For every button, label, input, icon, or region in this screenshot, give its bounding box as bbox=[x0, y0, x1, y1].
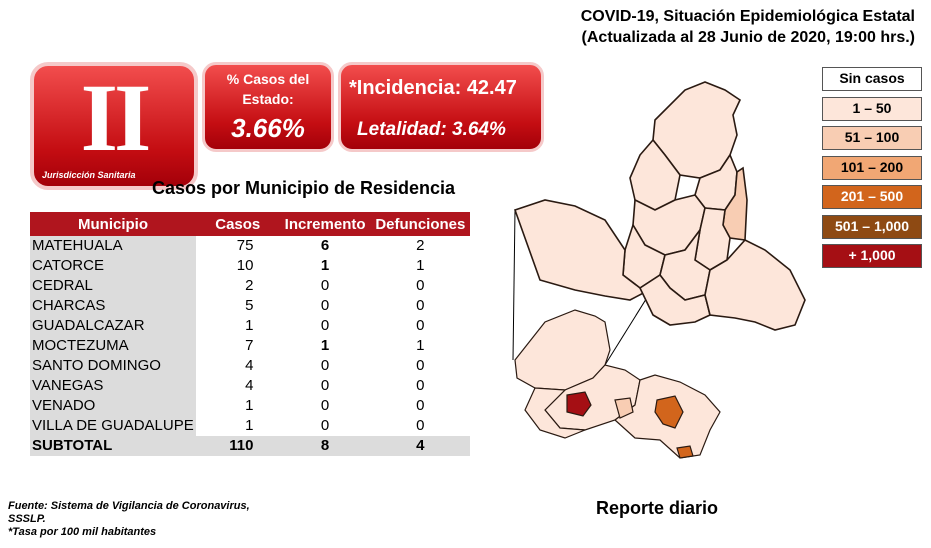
table-total-row bbox=[30, 436, 470, 456]
cell-incremento: 1 bbox=[320, 337, 330, 354]
source-note bbox=[8, 500, 308, 539]
table-row bbox=[30, 296, 470, 316]
state-map bbox=[505, 60, 815, 465]
cell-casos: 4 bbox=[245, 377, 254, 394]
cell-defunciones: 0 bbox=[416, 417, 425, 434]
col-header-municipio: Municipio bbox=[30, 212, 196, 236]
title-line-2: (Actualizada al 28 Junio de 2020, 19:00 hrs.) bbox=[581, 29, 915, 46]
jurisdiccion-map bbox=[515, 82, 805, 330]
cell-casos: 1 bbox=[245, 417, 254, 434]
cell-municipio: CEDRAL bbox=[30, 276, 196, 296]
cell-casos: 10 bbox=[236, 257, 254, 274]
table-row bbox=[30, 276, 470, 296]
legend-item: 1 – 50 bbox=[822, 97, 922, 121]
cell-municipio: VILLA DE GUADALUPE bbox=[30, 416, 196, 436]
cell-casos: 2 bbox=[245, 277, 254, 294]
cell-municipio: SANTO DOMINGO bbox=[30, 356, 196, 376]
cell-defunciones: 1 bbox=[416, 337, 425, 354]
table-row bbox=[30, 356, 470, 376]
letalidad-text: Letalidad: 3.64% bbox=[357, 119, 506, 140]
cell-defunciones: 2 bbox=[416, 237, 425, 254]
cell-casos: 75 bbox=[236, 237, 254, 254]
table-row bbox=[30, 256, 470, 276]
cell-defunciones: 0 bbox=[416, 357, 425, 374]
cell-casos: 110 bbox=[196, 436, 279, 456]
legend-item: 201 – 500 bbox=[822, 185, 922, 209]
estado-percent-value: 3.66% bbox=[231, 113, 305, 143]
incidencia-text: *Incidencia: 42.47 bbox=[349, 77, 517, 99]
municipio-small-area bbox=[677, 446, 693, 458]
cell-defunciones: 0 bbox=[416, 297, 425, 314]
cell-incremento: 1 bbox=[320, 257, 330, 274]
cell-defunciones: 0 bbox=[416, 397, 425, 414]
legend-item: + 1,000 bbox=[822, 244, 922, 268]
cell-defunciones: 4 bbox=[371, 436, 470, 456]
rate-note: *Tasa por 100 mil habitantes bbox=[8, 526, 157, 538]
col-header-defunciones: Defunciones bbox=[371, 212, 470, 236]
cell-incremento: 0 bbox=[320, 277, 330, 294]
cell-casos: 4 bbox=[245, 357, 254, 374]
col-header-casos: Casos bbox=[196, 212, 279, 236]
legend-item: 101 – 200 bbox=[822, 156, 922, 180]
cell-defunciones: 0 bbox=[416, 277, 425, 294]
jurisdiccion-box bbox=[30, 62, 198, 190]
cell-municipio: VANEGAS bbox=[30, 376, 196, 396]
table-row bbox=[30, 236, 470, 256]
cell-incremento: 0 bbox=[320, 377, 330, 394]
table-row bbox=[30, 376, 470, 396]
table-row bbox=[30, 336, 470, 356]
estado-percent-label: % Casos del Estado: bbox=[226, 71, 310, 107]
cell-incremento: 0 bbox=[320, 297, 330, 314]
jurisdiccion-numeral: II bbox=[80, 64, 148, 171]
cell-municipio: GUADALCAZAR bbox=[30, 316, 196, 336]
cell-incremento: 0 bbox=[320, 417, 330, 434]
table-row bbox=[30, 396, 470, 416]
cell-casos: 1 bbox=[245, 317, 254, 334]
source-line-2: SSSLP. bbox=[8, 513, 46, 525]
cell-incremento: 8 bbox=[279, 436, 370, 456]
cell-municipio: VENADO bbox=[30, 396, 196, 416]
cell-municipio: CATORCE bbox=[30, 256, 196, 276]
source-line-1: Fuente: Sistema de Vigilancia de Coronavirus, bbox=[8, 500, 250, 512]
cell-defunciones: 1 bbox=[416, 257, 425, 274]
cell-casos: 7 bbox=[245, 337, 254, 354]
cell-incremento: 0 bbox=[320, 357, 330, 374]
cell-municipio: SUBTOTAL bbox=[30, 436, 196, 456]
cell-casos: 5 bbox=[245, 297, 254, 314]
table-row bbox=[30, 316, 470, 336]
title-line-1: COVID-19, Situación Epidemiológica Estatal bbox=[580, 8, 915, 25]
cell-incremento: 6 bbox=[320, 237, 330, 254]
cell-municipio: CHARCAS bbox=[30, 296, 196, 316]
table-subtitle: Casos por Municipio de Residencia bbox=[152, 178, 456, 198]
zoom-connector-line bbox=[513, 210, 515, 360]
state-overview-map bbox=[515, 310, 720, 458]
legend-item: 501 – 1,000 bbox=[822, 215, 922, 239]
reporte-label: Reporte diario bbox=[596, 498, 719, 518]
estado-percent-box bbox=[202, 62, 334, 152]
legend-item: Sin casos bbox=[822, 67, 922, 91]
cell-casos: 1 bbox=[245, 397, 254, 414]
table-header-row bbox=[30, 212, 470, 236]
cell-defunciones: 0 bbox=[416, 377, 425, 394]
table-row bbox=[30, 416, 470, 436]
cell-municipio: MATEHUALA bbox=[30, 236, 196, 256]
legend-item: 51 – 100 bbox=[822, 126, 922, 150]
cell-incremento: 0 bbox=[320, 317, 330, 334]
report-title bbox=[495, 6, 915, 48]
jurisdiccion-label: Jurisdicción Sanitaria bbox=[42, 170, 136, 180]
municipio-table bbox=[30, 212, 470, 456]
cell-incremento: 0 bbox=[320, 397, 330, 414]
col-header-incremento: Incremento bbox=[279, 212, 370, 236]
cell-defunciones: 0 bbox=[416, 317, 425, 334]
cell-municipio: MOCTEZUMA bbox=[30, 336, 196, 356]
